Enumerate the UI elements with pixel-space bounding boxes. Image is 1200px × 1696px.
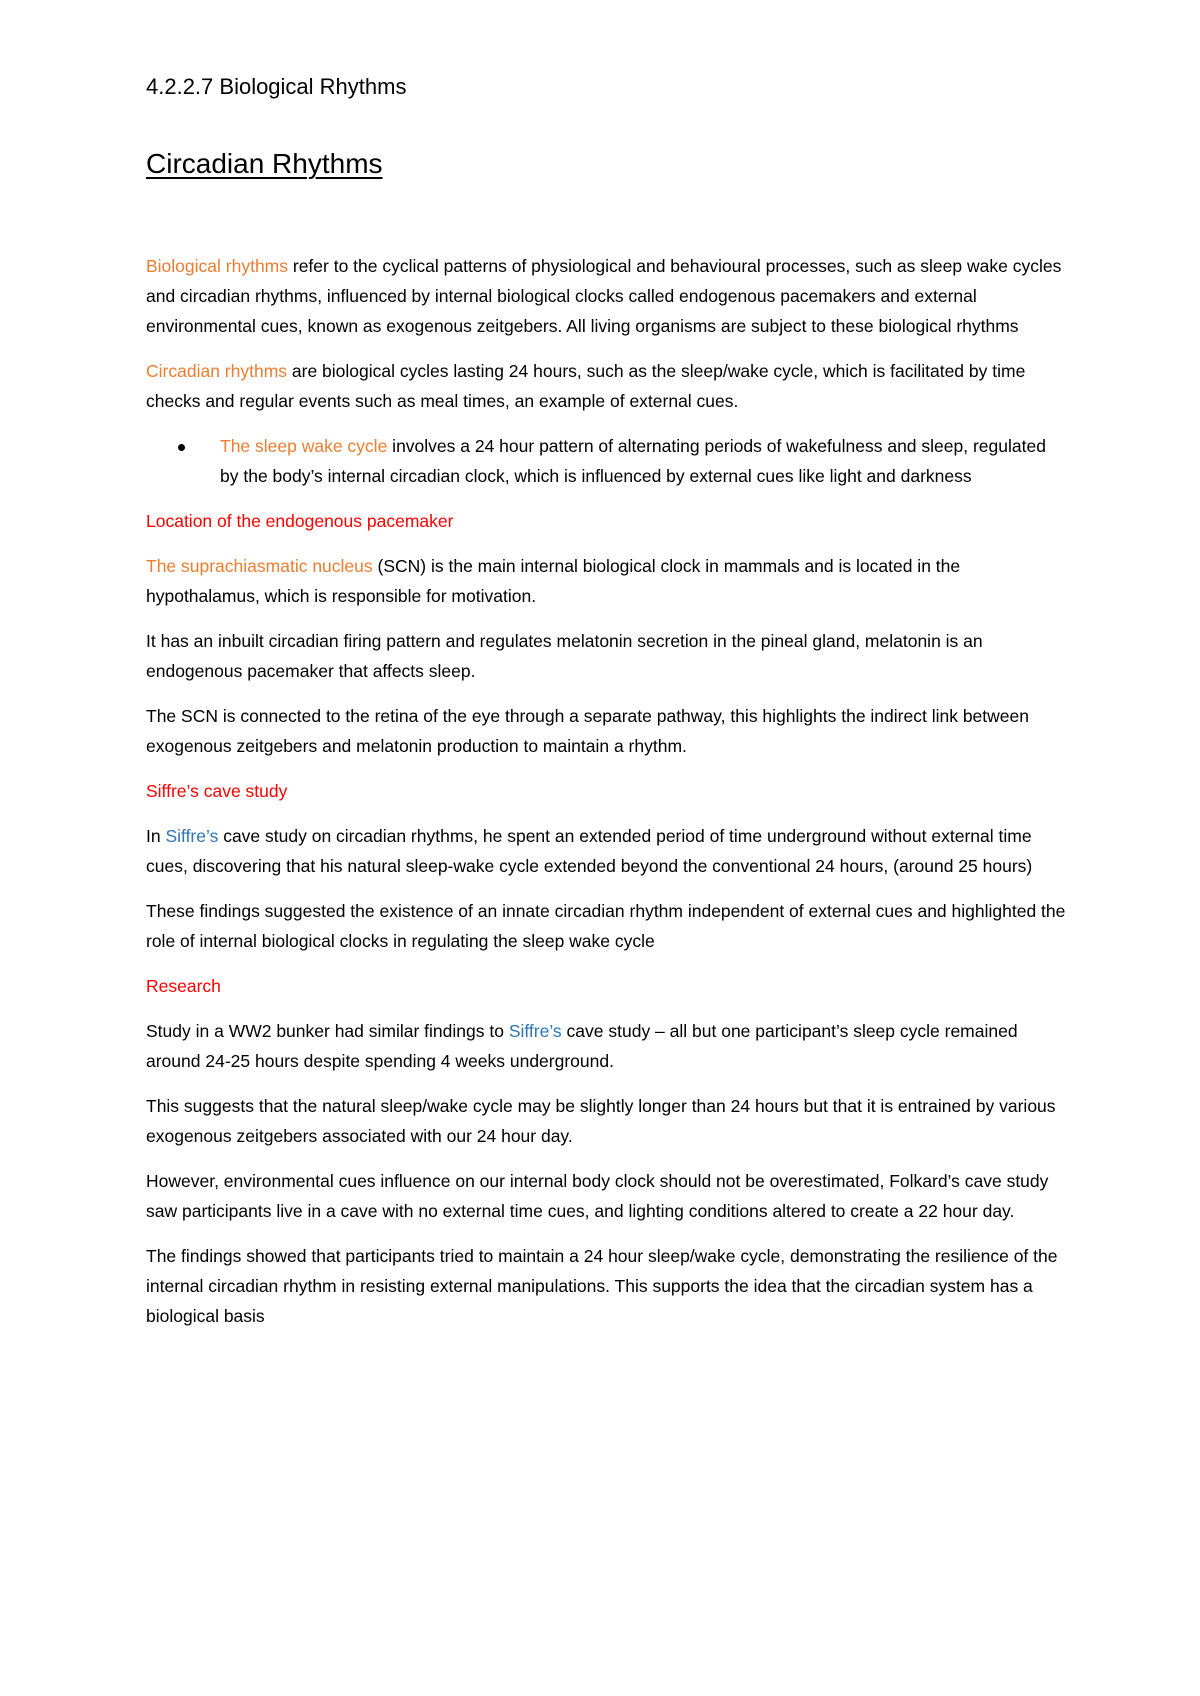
bullet-list [146,431,1066,491]
paragraph-resilience: The findings showed that participants tried to maintain a 24 hour sleep/wake cycle, demonstrating the resilience of the internal circadian rhythm in resisting external manipulations. This supports the idea that the circadian system has a biological basis [146,1246,1058,1326]
section-heading-endogenous-pacemaker: Location of the endogenous pacemaker [146,511,454,531]
paragraph-firing-pattern: It has an inbuilt circadian firing pattern and regulates melatonin secretion in the pineal gland, melatonin is an endogenous pacemaker that affects sleep. [146,631,983,681]
keyword-sleep-wake-cycle: The sleep wake cycle [220,436,388,456]
page-title: Circadian Rhythms [146,148,383,179]
paragraph-text: In [146,826,166,846]
paragraph-text: Study in a WW2 bunker had similar findings to [146,1021,509,1041]
list-item [220,431,1066,491]
list-item-text: involves a 24 hour pattern of alternating periods of wakefulness and sleep, regulated by the body’s internal circadian clock, which is influenced by external cues like light and darkness [220,436,1046,486]
section-number-heading: 4.2.2.7 Biological Rhythms [146,74,407,99]
keyword-biological-rhythms: Biological rhythms [146,256,288,276]
bullet-icon [178,444,185,451]
keyword-circadian-rhythms: Circadian rhythms [146,361,288,381]
paragraph-text: (SCN) is the main internal biological clock in mammals and is located in the hypothalamus, which is responsible for motivation. [146,556,961,606]
name-siffre: Siffre’s [165,826,219,846]
section-heading-siffre-cave-study: Siffre’s cave study [146,781,288,801]
paragraph-text: are biological cycles lasting 24 hours, such as the sleep/wake cycle, which is facilitated by time checks and regular events such as meal times, an example of external cues. [146,361,1026,411]
document-body [146,251,1066,1346]
paragraph-ww2-bunker [146,1016,1066,1076]
name-siffre: Siffre’s [508,1021,562,1041]
paragraph-findings: These findings suggested the existence of an innate circadian rhythm independent of external cues and highlighted the role of internal biological clocks in regulating the sleep wake cycle [146,901,1066,951]
paragraph-text: refer to the cyclical patterns of physiological and behavioural processes, such as sleep wake cycles and circadian rhythms, influenced by internal biological clocks called endogenous pacemakers and external environmental cues, known as exogenous zeitgebers. All living organisms are subject to these biological rhythms [146,256,1062,336]
paragraph-text: cave study – all but one participant’s sleep cycle remained around 24-25 hours despite spending 4 weeks underground. [146,1021,1018,1071]
paragraph-entrained: This suggests that the natural sleep/wake cycle may be slightly longer than 24 hours but that it is entrained by various exogenous zeitgebers associated with our 24 hour day. [146,1096,1056,1146]
paragraph-siffre-study [146,821,1066,881]
paragraph-scn [146,551,1066,611]
paragraph-biological-rhythms [146,251,1066,341]
paragraph-circadian-rhythms [146,356,1066,416]
paragraph-scn-retina: The SCN is connected to the retina of the eye through a separate pathway, this highlights the indirect link between exogenous zeitgebers and melatonin production to maintain a rhythm. [146,706,1029,756]
section-heading-research: Research [146,976,221,996]
keyword-suprachiasmatic-nucleus: The suprachiasmatic nucleus [146,556,373,576]
paragraph-text: cave study on circadian rhythms, he spent an extended period of time underground without external time cues, discovering that his natural sleep-wake cycle extended beyond the conventional 24 hours, (around 25 hours) [146,826,1033,876]
paragraph-folkard: However, environmental cues influence on our internal body clock should not be overestimated, Folkard’s cave study saw participants live in a cave with no external time cues, and lighting conditions altered to create a 22 hour day. [146,1171,1049,1221]
